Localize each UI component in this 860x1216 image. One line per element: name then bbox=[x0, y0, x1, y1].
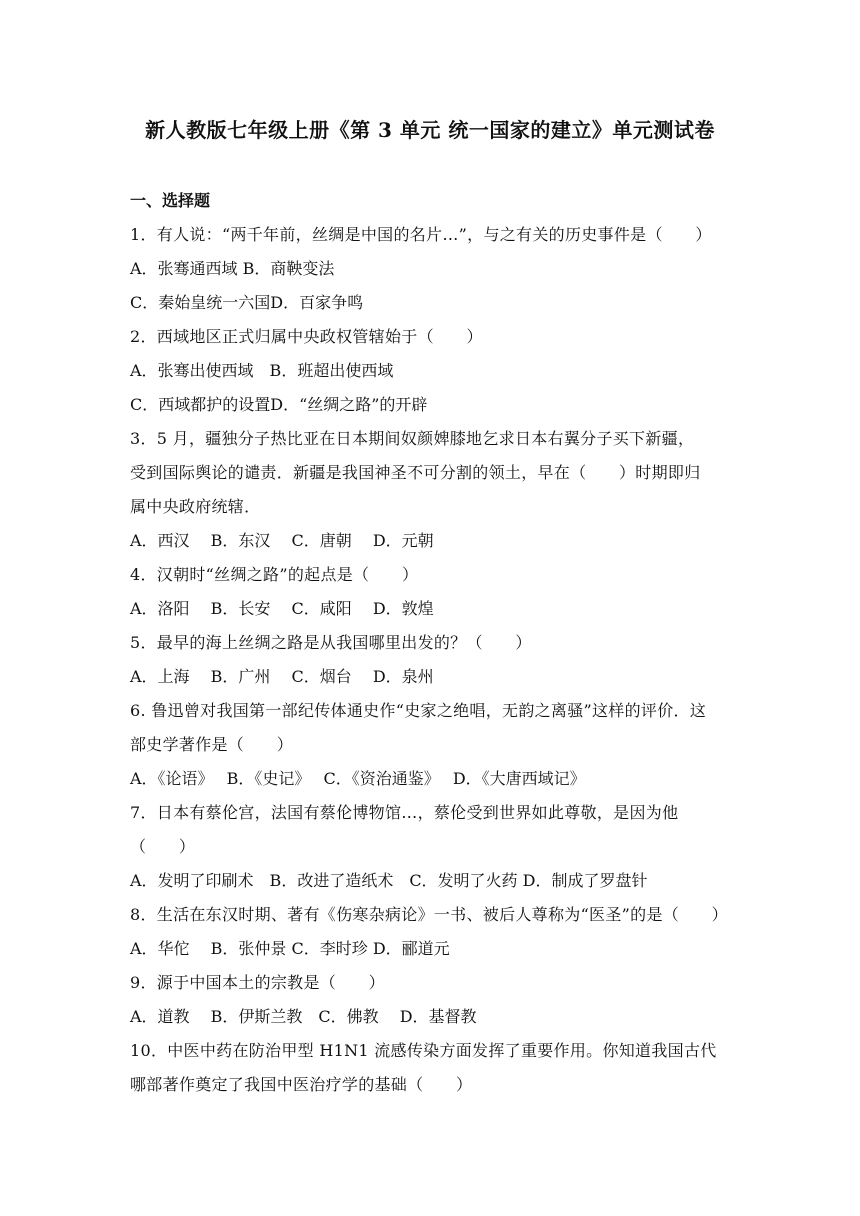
question-1-text: 1．有人说：“两千年前，丝绸是中国的名片…”，与之有关的历史事件是（ ） bbox=[130, 225, 712, 244]
question-9-text: 9．源于中国本土的宗教是（ ） bbox=[130, 973, 385, 992]
question-2-options-cd: C．西域都护的设置D．“丝绸之路”的开辟 bbox=[130, 395, 428, 414]
question-8-options: A．华佗 B．张仲景 C．李时珍 D．郦道元 bbox=[130, 939, 450, 958]
question-3-options: A．西汉 B．东汉 C．唐朝 D．元朝 bbox=[130, 531, 434, 550]
document-title: 新人教版七年级上册《第 3 单元 统一国家的建立》单元测试卷 bbox=[145, 118, 715, 142]
question-3-text-line-3: 属中央政府统辖． bbox=[130, 497, 261, 516]
question-6-text-line-1: 6. 鲁迅曾对我国第一部纪传体通史作“史家之绝唱，无韵之离骚”这样的评价．这 bbox=[130, 701, 707, 720]
section-heading: 一、选择题 bbox=[130, 191, 211, 210]
question-4-text: 4．汉朝时“丝绸之路”的起点是（ ） bbox=[130, 565, 419, 584]
question-8-text: 8．生活在东汉时期、著有《伤寒杂病论》一书、被后人尊称为“医圣”的是（ ） bbox=[130, 905, 728, 924]
question-10-text-line-1: 10．中医中药在防治甲型 H1N1 流感传染方面发挥了重要作用。你知道我国古代 bbox=[130, 1041, 717, 1060]
question-2-text: 2．西域地区正式归属中央政权管辖始于（ ） bbox=[130, 327, 483, 346]
question-10-text-line-2: 哪部著作奠定了我国中医治疗学的基础（ ） bbox=[130, 1075, 473, 1094]
question-3-text-line-1: 3．5 月，疆独分子热比亚在日本期间奴颜婢膝地乞求日本右翼分子买下新疆， bbox=[130, 429, 695, 448]
question-6-text-line-2: 部史学著作是（ ） bbox=[130, 735, 294, 754]
question-5-options: A．上海 B．广州 C．烟台 D．泉州 bbox=[130, 667, 434, 686]
question-7-options: A．发明了印刷术 B．改进了造纸术 C．发明了火药 D．制成了罗盘针 bbox=[130, 871, 648, 890]
question-2-options-ab: A．张骞出使西域 B．班超出使西域 bbox=[130, 361, 394, 380]
question-5-text: 5．最早的海上丝绸之路是从我国哪里出发的？（ ） bbox=[130, 633, 532, 652]
question-9-options: A．道教 B．伊斯兰教 C．佛教 D．基督教 bbox=[130, 1007, 477, 1026]
question-7-text-line-2: （ ） bbox=[130, 837, 196, 856]
question-1-options-ab: A．张骞通西域 B．商鞅变法 bbox=[130, 259, 335, 278]
question-6-options: A．《论语》 B．《史记》 C．《资治通鉴》 D．《大唐西域记》 bbox=[130, 769, 586, 788]
question-4-options: A．洛阳 B．长安 C．咸阳 D．敦煌 bbox=[130, 599, 434, 618]
question-3-text-line-2: 受到国际舆论的谴责．新疆是我国神圣不可分割的领土，早在（ ）时期即归 bbox=[130, 463, 701, 482]
question-1-options-cd: C．秦始皇统一六国D．百家争鸣 bbox=[130, 293, 364, 312]
question-7-text-line-1: 7．日本有蔡伦宫，法国有蔡伦博物馆…，蔡伦受到世界如此尊敬，是因为他 bbox=[130, 803, 679, 822]
